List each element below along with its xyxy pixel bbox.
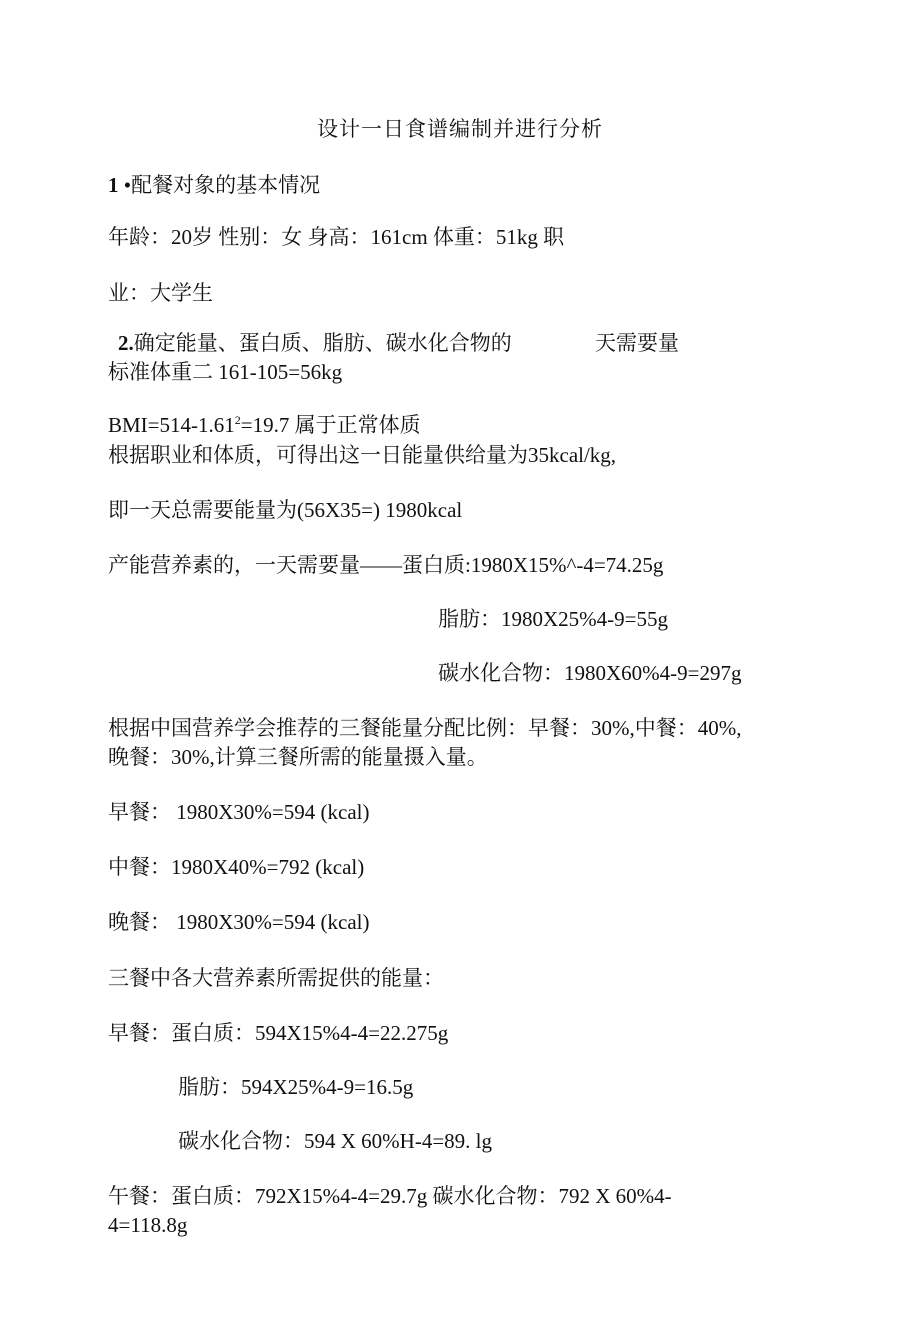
profile-line1: 年龄：20岁 性别：女 身高：161cm 体重：51kg 职: [108, 225, 565, 249]
lunch-nutrients-line1: 午餐：蛋白质：792X15%4-4=29.7g 碳水化合物：792 X 60%4-: [108, 1184, 672, 1208]
energy-rate: 根据职业和体质，可得出这一日能量供给量为35kcal/kg,: [108, 443, 617, 467]
section2-heading-tail: 天需要量: [595, 331, 679, 355]
bmi-suffix: =19.7 属于正常体质: [240, 413, 421, 437]
breakfast-fat: 脂肪：594X25%4-9=16.5g: [178, 1075, 414, 1099]
page-title: 设计一日食谱编制并进行分析: [317, 117, 603, 141]
bmi-superscript: 2: [234, 413, 241, 427]
carb-requirement: 碳水化合物：1980X60%4-9=297g: [438, 661, 742, 685]
section2-heading: [118, 330, 512, 356]
section1-heading: [108, 172, 320, 198]
section2-number: 2.: [118, 331, 134, 355]
profile-line2: 业：大学生: [108, 281, 213, 305]
meal-ratio-line1: 根据中国营养学会推荐的三餐能量分配比例：早餐：30%,中餐：40%,: [108, 716, 742, 740]
bmi-prefix: BMI=514-1.61: [108, 413, 235, 437]
bmi-line: [108, 412, 421, 438]
nutrient-heading: 三餐中各大营养素所需捉供的能量：: [108, 966, 444, 990]
section2-text: 确定能量、蛋白质、脂肪、碳水化合物的: [133, 331, 512, 355]
dinner-energy: 晚餐： 1980X30%=594 (kcal): [108, 910, 370, 934]
fat-requirement: 脂肪：1980X25%4-9=55g: [438, 607, 668, 631]
lunch-energy: 中餐：1980X40%=792 (kcal): [108, 855, 365, 879]
protein-requirement: 产能营养素的，一天需要量——蛋白质:1980X15%^-4=74.25g: [108, 553, 664, 577]
standard-weight: 标准体重二 161-105=56kg: [108, 360, 343, 384]
breakfast-carb: 碳水化合物：594 X 60%H-4=89. lg: [178, 1129, 492, 1153]
lunch-nutrients-line2: 4=118.8g: [108, 1213, 188, 1237]
meal-ratio-line2: 晚餐：30%,计算三餐所需的能量摄入量。: [108, 745, 488, 769]
section1-text: •配餐对象的基本情况: [123, 173, 321, 197]
section1-number: 1: [108, 173, 119, 197]
breakfast-energy: 早餐： 1980X30%=594 (kcal): [108, 800, 370, 824]
total-energy: 即一天总需要能量为(56X35=) 1980kcal: [108, 498, 463, 522]
breakfast-protein: 早餐：蛋白质：594X15%4-4=22.275g: [108, 1021, 449, 1045]
